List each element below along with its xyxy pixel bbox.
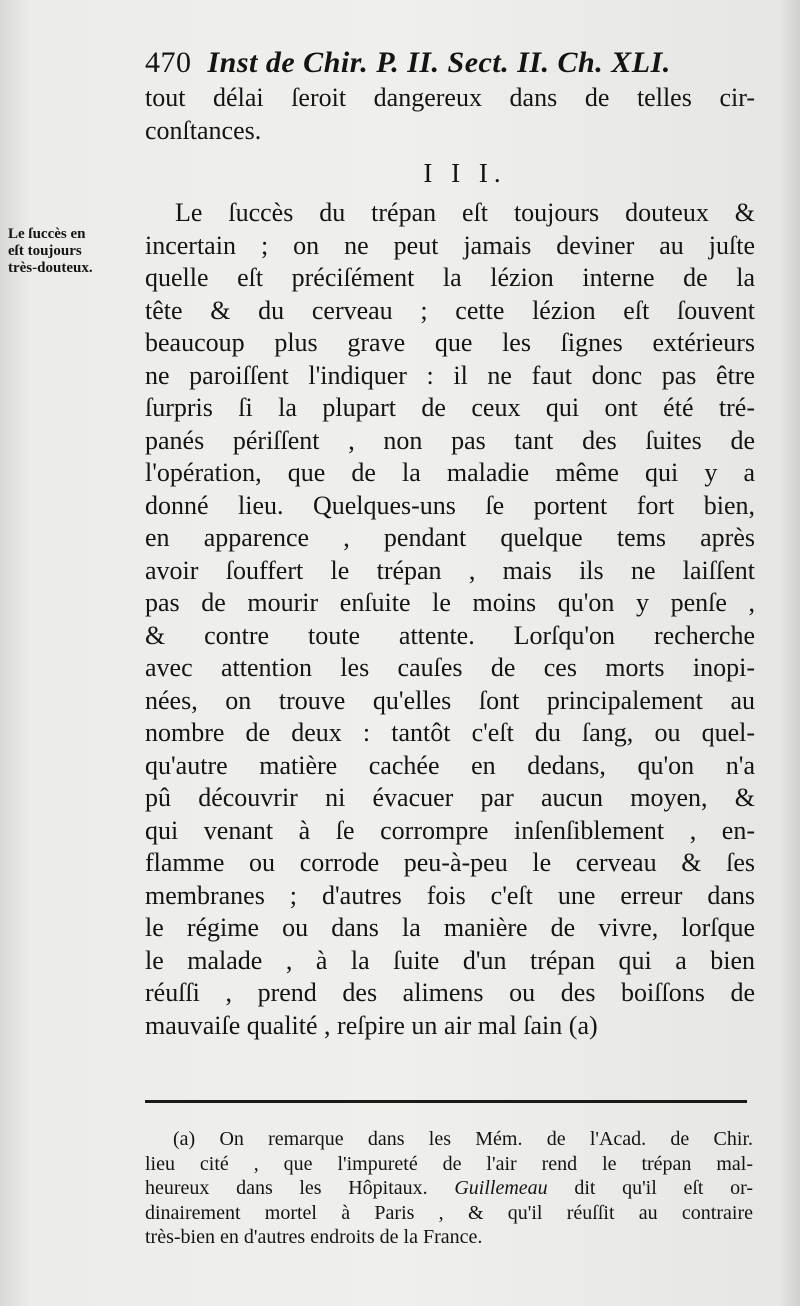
paragraph-line: nombre de deux : tantôt c'eſt du ſang, ou quel- — [145, 718, 755, 747]
paragraph — [145, 197, 755, 1042]
margin-note-line: eſt toujours — [8, 243, 82, 259]
footnote-text: heureux dans les Hôpitaux. — [145, 1177, 428, 1199]
footnote-line: (a) On remarque dans les Mém. de l'Acad. de Chir. — [173, 1128, 753, 1150]
margin-note-line: très-douteux. — [8, 260, 93, 276]
paragraph-line: beaucoup plus grave que les ſignes extérieurs — [145, 328, 755, 357]
paragraph-line: quelle eſt préciſément la lézion interne de la — [145, 263, 755, 292]
paragraph-line: nées, on trouve qu'elles ſont principalement au — [145, 685, 755, 715]
footnote-line — [145, 1176, 753, 1201]
paragraph-line: le malade , à la ſuite d'un trépan qui a bien — [145, 945, 755, 975]
paragraph-line: ſurpris ſi la plupart de ceux qui ont été tré- — [145, 393, 755, 422]
footnote-line: lieu cité , que l'impureté de l'air rend le trépan mal- — [145, 1152, 753, 1175]
paragraph-line: avec attention les cauſes de ces morts inopi- — [145, 653, 755, 682]
footnote-line: très-bien en d'autres endroits de la France. — [145, 1226, 483, 1248]
paragraph-line: qu'autre matière cachée en dedans, qu'on n'a — [145, 750, 755, 780]
footnote-text: dit qu'il eſt or- — [574, 1177, 754, 1199]
running-header — [145, 46, 760, 80]
paragraph-line: & contre toute attente. Lorſqu'on recherche — [145, 620, 755, 650]
paragraph-line: mauvaiſe qualité , reſpire un air mal ſain (a) — [145, 1010, 598, 1040]
paragraph-line: panés périſſent , non pas tant des ſuites de — [145, 425, 755, 455]
paragraph-line: ne paroiſſent l'indiquer : il ne faut donc pas être — [145, 360, 755, 390]
footnote — [145, 1127, 753, 1250]
paragraph-line: avoir ſouffert le trépan , mais ils ne laiſſent — [145, 555, 755, 585]
main-text — [145, 82, 755, 1042]
paragraph-line: en apparence , pendant quelque tems après — [145, 523, 755, 552]
continuation-line: tout délai ſeroit dangereux dans de telles cir- — [145, 83, 755, 112]
paragraph-line: Le ſuccès du trépan eſt toujours douteux & — [175, 198, 755, 227]
paragraph-line: qui venant à ſe corrompre inſenſiblement , en- — [145, 815, 755, 845]
footnote-author: Guillemeau — [454, 1177, 548, 1199]
footnote-line: dinairement mortel à Paris , & qu'il réuſſit au contraire — [145, 1201, 753, 1224]
page-number: 470 — [145, 46, 192, 79]
running-title: Inst de Chir. P. II. Sect. II. Ch. XLI. — [207, 46, 671, 79]
paragraph-line: tête & du cerveau ; cette lézion eſt ſouvent — [145, 295, 755, 325]
margin-note — [8, 226, 143, 277]
paragraph-line: pû découvrir ni évacuer par aucun moyen, & — [145, 783, 755, 812]
section-number: I I I. — [423, 158, 507, 188]
paragraph-line: donné lieu. Quelques-uns ſe portent fort bien, — [145, 490, 755, 520]
paragraph-line: le régime ou dans la manière de vivre, lorſque — [145, 913, 755, 942]
paragraph-line: pas de mourir enſuite le moins qu'on y penſe , — [145, 588, 755, 617]
paragraph-line: incertain ; on ne peut jamais deviner au juſte — [145, 230, 755, 260]
paragraph-line: membranes ; d'autres fois c'eſt une erreur dans — [145, 880, 755, 910]
margin-note-line: Le ſuccès en — [8, 226, 86, 242]
paragraph-line: réuſſi , prend des alimens ou des boiſſons de — [145, 978, 755, 1007]
paragraph-line: flamme ou corrode peu-à-peu le cerveau & ſes — [145, 848, 755, 877]
continuation-line: conſtances. — [145, 115, 262, 145]
paragraph-line: l'opération, que de la maladie même qui y a — [145, 458, 755, 487]
footnote-rule — [145, 1100, 747, 1103]
